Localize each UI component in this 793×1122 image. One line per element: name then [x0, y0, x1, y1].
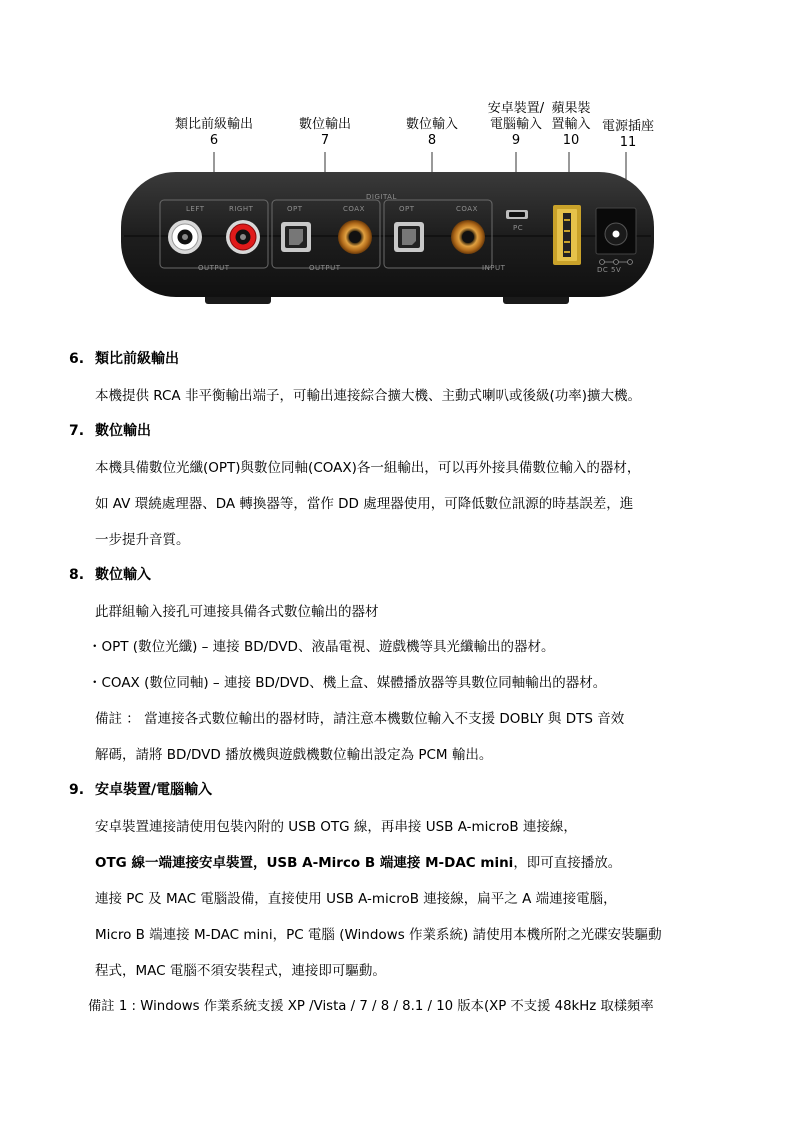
callout-7-label: 數位輸出 [298, 117, 351, 132]
section-8-line-5: 解碼，請將 BD/DVD 播放機與遊戲機數位輸出設定為 PCM 輸出。 [95, 747, 493, 763]
panel-label-digital: DIGITAL [366, 193, 397, 201]
callout-8-label: 數位輸入 [405, 117, 458, 132]
callout-8 [397, 117, 467, 149]
callout-8-number: 8 [427, 133, 437, 148]
section-6-line-1: 本機提供 RCA 非平衡輸出端子，可輸出連接綜合擴大機、主動式喇叭或後級(功率)擴大機。 [95, 388, 641, 404]
callout-6-number: 6 [209, 133, 219, 148]
section-8-line-1: 此群組輸入接孔可連接具備各式數位輸出的器材 [95, 604, 379, 620]
callout-11-number: 11 [619, 135, 637, 150]
panel-label-coax-out: COAX [343, 205, 365, 213]
panel-label-opt-in: OPT [399, 205, 415, 213]
section-9-line-3: 連接 PC 及 MAC 電腦設備，直接使用 USB A-microB 連接線，扁平之 A 端連接電腦， [95, 891, 617, 907]
callout-7 [290, 117, 360, 149]
panel-label-dc: DC 5V [597, 266, 622, 274]
section-8-line-2: ・OPT (數位光纖) – 連接 BD/DVD、液晶電視、遊戲機等具光纖輸出的器材。 [88, 639, 555, 655]
section-8-title: 數位輸入 [95, 567, 151, 583]
callout-9-label-line1: 安卓裝置/ [487, 101, 545, 116]
section-7-number: 7. [69, 423, 85, 439]
section-9-line-1: 安卓裝置連接請使用包裝內附的 USB OTG 線，再串接 USB A-microB 連接線， [95, 819, 577, 835]
panel-label-right: RIGHT [229, 205, 254, 213]
section-7-line-1: 本機具備數位光纖(OPT)與數位同軸(COAX)各一組輸出，可以再外接具備數位輸入的器材， [95, 460, 641, 476]
panel-label-output-digital: OUTPUT [309, 264, 341, 272]
section-9-line-4: Micro B 端連接 M-DAC mini，PC 電腦 (Windows 作業系統) 請使用本機所附之光碟安裝驅動 [95, 927, 662, 943]
section-7-line-3: 一步提升音質。 [95, 532, 190, 548]
panel-label-coax-in: COAX [456, 205, 478, 213]
section-9-line-2-rest: ，即可直接播放。 [513, 855, 622, 871]
section-6-heading [69, 348, 179, 368]
rca-left-jack [168, 220, 202, 254]
section-9-line-2-bold: OTG 線一端連接安卓裝置，USB A-Mirco B 端連接 M-DAC mini [95, 855, 514, 871]
callout-9-label-line2: 電腦輸入 [489, 117, 542, 132]
section-8-line-4: 備註 ： 當連接各式數位輸出的器材時，請注意本機數位輸入不支援 DOBLY 與 DTS 音效 [95, 711, 625, 727]
callout-7-number: 7 [320, 133, 330, 148]
optical-output-port [281, 222, 311, 252]
section-8-number: 8. [69, 567, 85, 583]
callout-11 [596, 119, 660, 151]
coax-input-jack [451, 220, 485, 254]
micro-usb-port [506, 210, 528, 219]
panel-label-input: INPUT [482, 264, 506, 272]
section-6-title: 類比前級輸出 [95, 351, 179, 367]
callout-10-label-line1: 蘋果裝 [551, 101, 591, 116]
callout-10 [546, 101, 596, 149]
section-9-title: 安卓裝置/電腦輸入 [95, 782, 213, 798]
section-7-title: 數位輸出 [95, 423, 151, 439]
rca-right-jack [226, 220, 260, 254]
usb-a-port [553, 205, 581, 265]
callout-9 [480, 101, 552, 149]
section-8-heading [69, 564, 151, 584]
callout-11-label: 電源插座 [601, 119, 654, 134]
panel-label-output-analog: OUTPUT [198, 264, 230, 272]
section-7-line-2: 如 AV 環繞處理器、DA 轉換器等，當作 DD 處理器使用，可降低數位訊源的時基誤差，進 [95, 496, 634, 512]
callout-10-number: 10 [562, 133, 580, 148]
callout-6 [164, 117, 264, 149]
callout-10-label-line2: 置輸入 [551, 117, 591, 132]
section-7-heading [69, 420, 151, 440]
panel-label-pc: PC [513, 224, 524, 232]
section-9-number: 9. [69, 782, 85, 798]
callout-9-number: 9 [511, 133, 521, 148]
section-9-line-5: 程式，MAC 電腦不須安裝程式，連接即可驅動。 [95, 963, 386, 979]
section-9-line-6: 備註 1 : Windows 作業系統支援 XP /Vista / 7 / 8 / 8.1 / 10 版本(XP 不支援 48kHz 取樣頻率 [88, 999, 654, 1014]
panel-label-opt-out: OPT [287, 205, 303, 213]
panel-label-left: LEFT [186, 205, 205, 213]
section-6-number: 6. [69, 351, 85, 367]
optical-input-port [394, 222, 424, 252]
callout-6-label: 類比前級輸出 [174, 117, 253, 132]
section-9-heading [69, 779, 212, 799]
coax-output-jack [338, 220, 372, 254]
device-rear-panel [0, 0, 793, 320]
section-8-line-3: ・COAX (數位同軸) – 連接 BD/DVD、機上盒、媒體播放器等具數位同軸輸出的器材。 [88, 675, 607, 691]
section-9-line-2 [95, 851, 621, 871]
